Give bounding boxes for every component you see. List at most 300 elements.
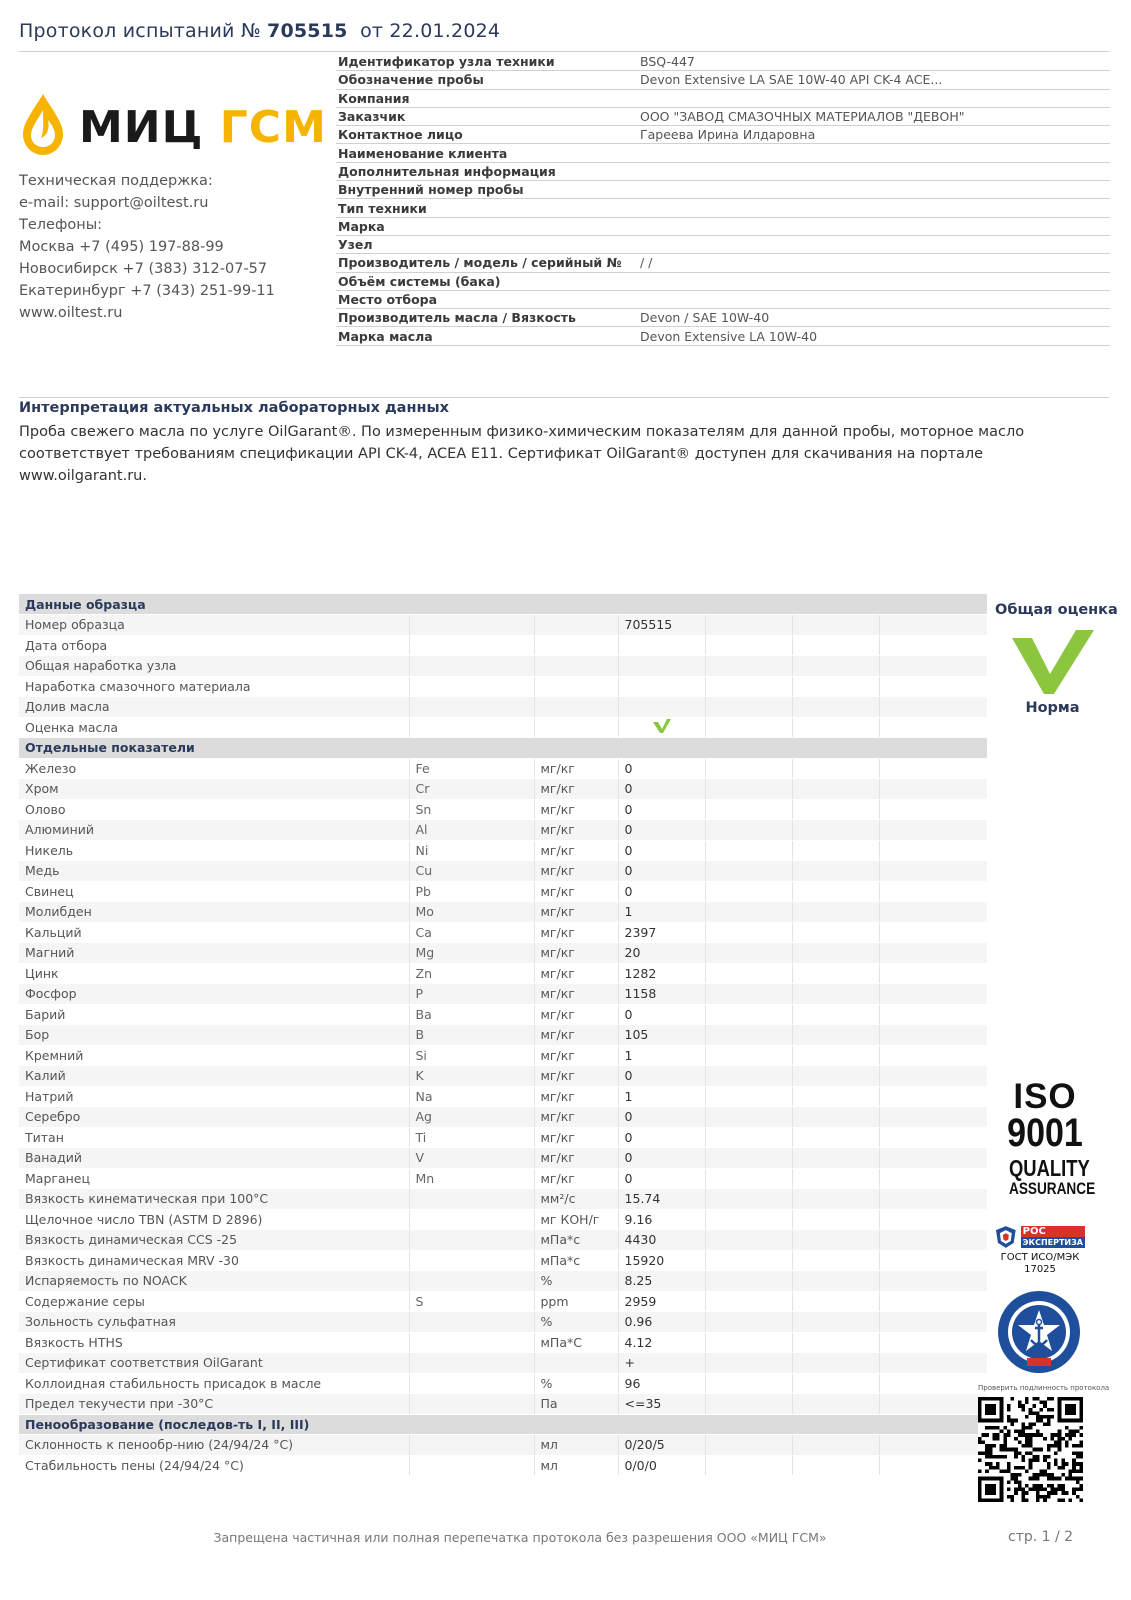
empty-cell (879, 758, 987, 779)
param-value (618, 635, 705, 656)
protocol-date: от 22.01.2024 (360, 20, 501, 42)
info-label: Заказчик (338, 109, 406, 125)
empty-cell (879, 1148, 987, 1169)
param-name: Щелочное число TBN (ASTM D 2896) (19, 1209, 409, 1230)
param-unit: мг/кг (534, 1025, 618, 1046)
empty-cell (792, 1107, 879, 1128)
param-symbol (409, 1209, 534, 1230)
table-row (19, 902, 987, 923)
empty-cell (705, 963, 792, 984)
param-name: Вязкость HTHS (19, 1332, 409, 1353)
empty-cell (879, 1025, 987, 1046)
param-value: 0 (618, 840, 705, 861)
empty-cell (879, 1394, 987, 1415)
param-value: 0 (618, 1004, 705, 1025)
page-number: стр. 1 / 2 (1008, 1529, 1074, 1545)
param-value: 1158 (618, 984, 705, 1005)
param-name: Олово (19, 799, 409, 820)
empty-cell (879, 861, 987, 882)
empty-cell (705, 1455, 792, 1476)
param-symbol: Cr (409, 779, 534, 800)
empty-cell (705, 635, 792, 656)
contact-line: Новосибирск +7 (383) 312-07-57 (19, 261, 268, 277)
param-symbol (409, 676, 534, 697)
param-symbol: Si (409, 1045, 534, 1066)
param-name: Железо (19, 758, 409, 779)
empty-cell (879, 799, 987, 820)
info-row (336, 291, 1110, 309)
info-label: Производитель / модель / серийный № (338, 255, 622, 271)
empty-cell (705, 922, 792, 943)
info-label: Дополнительная информация (338, 163, 556, 179)
empty-cell (705, 943, 792, 964)
param-unit: мг/кг (534, 799, 618, 820)
empty-cell (879, 943, 987, 964)
empty-cell (705, 676, 792, 697)
empty-cell (792, 1353, 879, 1374)
param-name: Титан (19, 1127, 409, 1148)
param-value: 8.25 (618, 1271, 705, 1292)
param-unit: мг/кг (534, 984, 618, 1005)
param-unit: мг/кг (534, 1168, 618, 1189)
empty-cell (879, 922, 987, 943)
param-unit: мг КОН/г (534, 1209, 618, 1230)
param-symbol: Ag (409, 1107, 534, 1128)
param-name: Медь (19, 861, 409, 882)
empty-cell (879, 1045, 987, 1066)
empty-cell (792, 1394, 879, 1415)
table-row (19, 676, 987, 697)
empty-cell (792, 1455, 879, 1476)
interpretation-divider (19, 397, 1109, 398)
param-unit: мл (534, 1435, 618, 1456)
empty-cell (879, 1455, 987, 1476)
table-row (19, 1066, 987, 1087)
param-value: 1 (618, 902, 705, 923)
empty-cell (705, 1271, 792, 1292)
iso-line-2: 9001 (1007, 1111, 1083, 1155)
check-icon (1010, 630, 1096, 696)
param-value: 96 (618, 1373, 705, 1394)
param-unit: мг/кг (534, 1066, 618, 1087)
param-unit: % (534, 1373, 618, 1394)
param-symbol: Ti (409, 1127, 534, 1148)
empty-cell (705, 902, 792, 923)
empty-cell (879, 1004, 987, 1025)
empty-cell (792, 881, 879, 902)
empty-cell (705, 656, 792, 677)
param-unit (534, 697, 618, 718)
param-name: Барий (19, 1004, 409, 1025)
empty-cell (705, 1332, 792, 1353)
table-row (19, 635, 987, 656)
empty-cell (792, 1168, 879, 1189)
contact-line[interactable]: e-mail: support@oiltest.ru (19, 195, 209, 211)
param-symbol (409, 1250, 534, 1271)
param-name: Кальций (19, 922, 409, 943)
param-unit: мл (534, 1455, 618, 1476)
param-value: 0 (618, 1066, 705, 1087)
empty-cell (705, 1230, 792, 1251)
param-symbol (409, 1455, 534, 1476)
param-value: 0 (618, 861, 705, 882)
empty-cell (792, 676, 879, 697)
contact-line: Техническая поддержка: (19, 173, 213, 189)
iso-line-4: ASSURANCE (1009, 1179, 1096, 1198)
param-symbol (409, 1189, 534, 1210)
empty-cell (879, 820, 987, 841)
table-row (19, 1353, 987, 1374)
param-symbol: Fe (409, 758, 534, 779)
iso-line-1: ISO (1013, 1077, 1077, 1116)
empty-cell (705, 615, 792, 636)
empty-cell (879, 1066, 987, 1087)
param-unit: мг/кг (534, 861, 618, 882)
table-row (19, 1373, 987, 1394)
table-row (19, 1004, 987, 1025)
empty-cell (705, 840, 792, 861)
param-name: Молибден (19, 902, 409, 923)
param-value: 1 (618, 1045, 705, 1066)
param-name: Фосфор (19, 984, 409, 1005)
ros-badge-1: РОС (1021, 1226, 1085, 1237)
empty-cell (792, 758, 879, 779)
param-symbol: Mo (409, 902, 534, 923)
param-symbol (409, 1353, 534, 1374)
empty-cell (705, 1435, 792, 1456)
empty-cell (792, 717, 879, 738)
info-value: ООО "ЗАВОД СМАЗОЧНЫХ МАТЕРИАЛОВ "ДЕВОН" (640, 109, 965, 125)
param-unit: % (534, 1312, 618, 1333)
param-name: Склонность к пенообр-нию (24/94/24 °C) (19, 1435, 409, 1456)
contact-line[interactable]: www.oiltest.ru (19, 305, 123, 321)
param-value: 15920 (618, 1250, 705, 1271)
table-row (19, 1435, 987, 1456)
param-name: Вязкость кинематическая при 100°С (19, 1189, 409, 1210)
info-label: Тип техники (338, 200, 427, 216)
info-value: BSQ-447 (640, 54, 695, 70)
param-unit: мг/кг (534, 1045, 618, 1066)
param-unit (534, 717, 618, 738)
param-unit (534, 615, 618, 636)
empty-cell (792, 1230, 879, 1251)
param-name: Серебро (19, 1107, 409, 1128)
register-seal-icon (997, 1290, 1081, 1374)
empty-cell (792, 963, 879, 984)
param-value: 0/0/0 (618, 1455, 705, 1476)
interpretation-text: Проба свежего масла по услуге OilGarant®. По измеренным физико-химическим показателям для данной пробы, моторное масло соответствует требованиям спецификации API CK-4, ACEA E11. Сертификат OilGarant® доступен для скачивания на портале www.oilgarant.ru. (19, 424, 1025, 484)
empty-cell (879, 676, 987, 697)
empty-cell (879, 1271, 987, 1292)
table-row (19, 1148, 987, 1169)
empty-cell (792, 840, 879, 861)
param-name: Сертификат соответствия OilGarant (19, 1353, 409, 1374)
sample-info-table (336, 53, 1110, 346)
param-value: 9.16 (618, 1209, 705, 1230)
empty-cell (879, 697, 987, 718)
param-symbol: Sn (409, 799, 534, 820)
empty-cell (879, 984, 987, 1005)
param-symbol (409, 697, 534, 718)
empty-cell (705, 697, 792, 718)
param-unit: мг/кг (534, 902, 618, 923)
empty-cell (792, 1189, 879, 1210)
empty-cell (879, 1291, 987, 1312)
empty-cell (879, 615, 987, 636)
table-row (19, 1045, 987, 1066)
table-row (19, 1291, 987, 1312)
empty-cell (879, 656, 987, 677)
param-symbol (409, 717, 534, 738)
param-name: Хром (19, 779, 409, 800)
info-label: Внутренний номер пробы (338, 182, 524, 198)
param-symbol (409, 635, 534, 656)
info-label: Обозначение пробы (338, 72, 484, 88)
info-label: Наименование клиента (338, 145, 508, 161)
empty-cell (705, 717, 792, 738)
empty-cell (705, 1127, 792, 1148)
param-value: 0 (618, 881, 705, 902)
param-value (618, 656, 705, 677)
param-name: Долив масла (19, 697, 409, 718)
qr-code-icon[interactable] (978, 1397, 1083, 1502)
empty-cell (705, 1291, 792, 1312)
param-value: + (618, 1353, 705, 1374)
empty-cell (705, 1148, 792, 1169)
param-unit: мг/кг (534, 922, 618, 943)
param-unit: % (534, 1271, 618, 1292)
info-label: Компания (338, 90, 410, 106)
table-row (19, 1168, 987, 1189)
param-unit: мг/кг (534, 1086, 618, 1107)
empty-cell (879, 963, 987, 984)
empty-cell (705, 1189, 792, 1210)
param-name: Натрий (19, 1086, 409, 1107)
empty-cell (879, 840, 987, 861)
param-name: Номер образца (19, 615, 409, 636)
param-value (618, 676, 705, 697)
empty-cell (879, 717, 987, 738)
table-row (19, 922, 987, 943)
param-symbol: Ni (409, 840, 534, 861)
empty-cell (879, 1168, 987, 1189)
table-row (19, 717, 987, 738)
param-unit: мг/кг (534, 943, 618, 964)
empty-cell (879, 1230, 987, 1251)
param-name: Вязкость динамическая CCS -25 (19, 1230, 409, 1251)
table-row (19, 820, 987, 841)
param-name: Вязкость динамическая MRV -30 (19, 1250, 409, 1271)
param-unit: мПа*С (534, 1332, 618, 1353)
param-value: 1 (618, 1086, 705, 1107)
empty-cell (705, 1004, 792, 1025)
empty-cell (792, 943, 879, 964)
table-row (19, 697, 987, 718)
info-row (336, 53, 1110, 71)
shield-icon (995, 1225, 1017, 1249)
empty-cell (879, 1312, 987, 1333)
empty-cell (705, 1209, 792, 1230)
footer-notice: Запрещена частичная или полная перепечатка протокола без разрешения ООО «МИЦ ГСМ» (213, 1530, 827, 1545)
param-unit: мг/кг (534, 840, 618, 861)
info-row (336, 254, 1110, 272)
overall-assessment (995, 602, 1118, 716)
empty-cell (705, 799, 792, 820)
param-value: 105 (618, 1025, 705, 1046)
info-label: Идентификатор узла техники (338, 54, 555, 70)
empty-cell (792, 984, 879, 1005)
check-icon (652, 718, 672, 734)
info-label: Марка (338, 218, 385, 234)
table-row (19, 984, 987, 1005)
empty-cell (879, 902, 987, 923)
param-unit: ppm (534, 1291, 618, 1312)
param-unit: мм²/с (534, 1189, 618, 1210)
results-table (19, 594, 987, 1476)
table-row (19, 881, 987, 902)
empty-cell (705, 1394, 792, 1415)
empty-cell (705, 1373, 792, 1394)
empty-cell (792, 1045, 879, 1066)
empty-cell (792, 1209, 879, 1230)
empty-cell (879, 1435, 987, 1456)
info-label: Производитель масла / Вязкость (338, 310, 576, 326)
empty-cell (705, 1066, 792, 1087)
table-row (19, 1086, 987, 1107)
empty-cell (879, 1189, 987, 1210)
empty-cell (792, 1291, 879, 1312)
param-value: 4430 (618, 1230, 705, 1251)
info-label: Марка масла (338, 328, 433, 344)
param-symbol (409, 1394, 534, 1415)
info-row (336, 181, 1110, 199)
table-row (19, 861, 987, 882)
table-row (19, 943, 987, 964)
empty-cell (879, 779, 987, 800)
table-row (19, 840, 987, 861)
param-name: Содержание серы (19, 1291, 409, 1312)
param-name: Калий (19, 1066, 409, 1087)
empty-cell (792, 1127, 879, 1148)
table-row (19, 1107, 987, 1128)
param-unit: мг/кг (534, 1004, 618, 1025)
table-row (19, 758, 987, 779)
param-name: Наработка смазочного материала (19, 676, 409, 697)
protocol-number: 705515 (267, 20, 348, 42)
info-row (336, 273, 1110, 291)
param-value: 0 (618, 1127, 705, 1148)
empty-cell (705, 779, 792, 800)
param-value: 0 (618, 1107, 705, 1128)
param-name: Кремний (19, 1045, 409, 1066)
section-header (19, 1414, 987, 1435)
section-header (19, 594, 987, 615)
param-symbol (409, 1332, 534, 1353)
param-unit (534, 1353, 618, 1374)
empty-cell (792, 1066, 879, 1087)
empty-cell (792, 1435, 879, 1456)
section-title: Отдельные показатели (19, 738, 987, 759)
param-value: 0 (618, 1168, 705, 1189)
iso-9001-badge (1000, 1077, 1096, 1198)
param-name: Зольность сульфатная (19, 1312, 409, 1333)
param-name: Свинец (19, 881, 409, 902)
empty-cell (705, 758, 792, 779)
ros-badge-2: ЭКСПЕРТИЗА (1022, 1238, 1083, 1247)
empty-cell (705, 820, 792, 841)
param-symbol: Ba (409, 1004, 534, 1025)
param-symbol: P (409, 984, 534, 1005)
contact-line: Москва +7 (495) 197-88-99 (19, 239, 224, 255)
param-symbol: K (409, 1066, 534, 1087)
param-symbol: Cu (409, 861, 534, 882)
param-value: 705515 (618, 615, 705, 636)
param-value: 0 (618, 1148, 705, 1169)
param-unit: мг/кг (534, 1107, 618, 1128)
table-row (19, 656, 987, 677)
info-row (336, 327, 1110, 345)
empty-cell (792, 820, 879, 841)
empty-cell (879, 1332, 987, 1353)
table-row (19, 1230, 987, 1251)
contact-line: Екатеринбург +7 (343) 251-99-11 (19, 283, 275, 299)
param-unit: мг/кг (534, 820, 618, 841)
info-value: Devon / SAE 10W-40 (640, 310, 770, 326)
empty-cell (792, 1148, 879, 1169)
section-title: Данные образца (19, 594, 987, 615)
info-row (336, 90, 1110, 108)
param-unit: мг/кг (534, 779, 618, 800)
empty-cell (792, 635, 879, 656)
empty-cell (879, 1353, 987, 1374)
company-logo (19, 92, 327, 158)
table-row (19, 1127, 987, 1148)
param-symbol: Al (409, 820, 534, 841)
table-row (19, 1189, 987, 1210)
empty-cell (705, 1168, 792, 1189)
info-row (336, 199, 1110, 217)
oil-drop-icon (19, 92, 67, 158)
param-value (618, 717, 705, 738)
info-value: Гареева Ирина Илдаровна (640, 127, 816, 143)
ros-expertiza-badge (995, 1225, 1085, 1276)
section-header (19, 738, 987, 759)
empty-cell (792, 1373, 879, 1394)
param-value: 4.12 (618, 1332, 705, 1353)
param-symbol: Ca (409, 922, 534, 943)
section-title: Пенообразование (последов-ть I, II, III) (19, 1414, 987, 1435)
empty-cell (879, 881, 987, 902)
empty-cell (792, 615, 879, 636)
param-name: Бор (19, 1025, 409, 1046)
interpretation-heading: Интерпретация актуальных лабораторных данных (19, 400, 449, 416)
param-name: Стабильность пены (24/94/24 °C) (19, 1455, 409, 1476)
title-divider (19, 51, 1109, 52)
empty-cell (792, 779, 879, 800)
table-row (19, 779, 987, 800)
param-value: 0/20/5 (618, 1435, 705, 1456)
info-value: / / (640, 255, 653, 271)
support-contacts (19, 170, 309, 324)
param-name: Никель (19, 840, 409, 861)
info-row (336, 144, 1110, 162)
empty-cell (705, 1250, 792, 1271)
table-row (19, 1332, 987, 1353)
param-name: Цинк (19, 963, 409, 984)
empty-cell (792, 697, 879, 718)
empty-cell (705, 1086, 792, 1107)
empty-cell (792, 1332, 879, 1353)
